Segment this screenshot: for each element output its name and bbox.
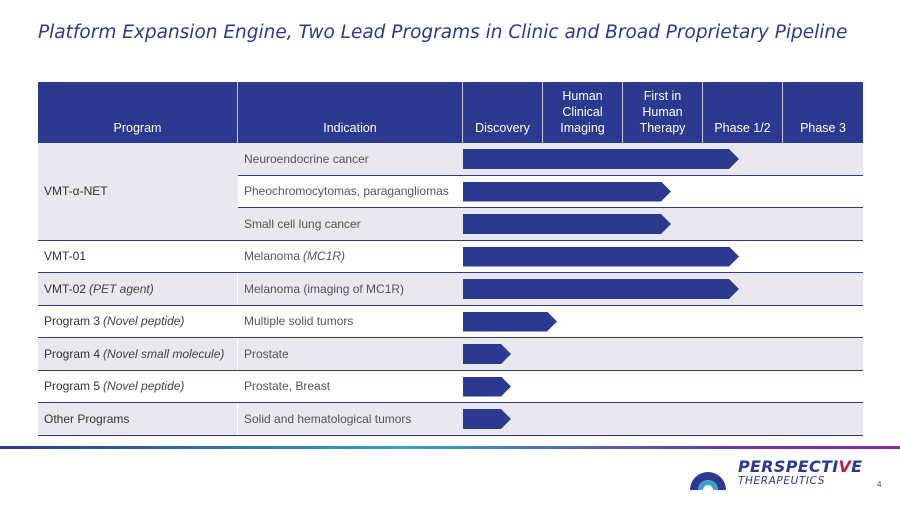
- indication-name: [238, 338, 463, 370]
- program-label: VMT-01: [44, 249, 87, 264]
- header-program: Program: [38, 82, 238, 143]
- logo-text: [738, 457, 863, 488]
- header-phase-first-in-human: First in Human Therapy: [623, 82, 703, 143]
- program-label: Program 5: [44, 379, 101, 394]
- logo-name-accent: V: [838, 457, 852, 476]
- indication-label: Multiple solid tumors: [244, 314, 354, 329]
- indication-name: [238, 306, 463, 338]
- progress-cell: [463, 306, 863, 338]
- footer-divider: [0, 446, 900, 449]
- program-name: [38, 371, 238, 403]
- progress-arrow: [463, 149, 739, 169]
- indication-note: (MC1R): [303, 249, 346, 264]
- program-name: [38, 403, 238, 435]
- pipeline-table: [38, 82, 863, 436]
- progress-cell: [463, 371, 863, 403]
- program-note: (PET agent): [89, 281, 154, 296]
- program-label: Program 3: [44, 314, 101, 329]
- indication-label: Solid and hematological tumors: [244, 411, 412, 426]
- indication-name: [238, 403, 463, 435]
- progress-cell: [463, 143, 863, 175]
- table-row: [38, 338, 863, 371]
- page-number: 4: [877, 480, 882, 489]
- program-note: (Novel small molecule): [103, 346, 225, 361]
- header-phase-1-2: Phase 1/2: [703, 82, 783, 143]
- progress-arrow: [463, 279, 739, 299]
- indication-name: [238, 371, 463, 403]
- indication-name: Small cell lung cancer: [244, 216, 361, 231]
- indication-label: Prostate: [244, 346, 289, 361]
- indication-name: Neuroendocrine cancer: [244, 151, 369, 166]
- progress-arrow: [463, 182, 671, 202]
- indication-name: [238, 241, 463, 273]
- indication-label: Melanoma (imaging of MC1R): [244, 281, 405, 296]
- program-rows: [38, 241, 863, 436]
- program-name: [38, 273, 238, 305]
- program-name: [38, 241, 238, 273]
- program-name: [38, 338, 238, 370]
- program-label: Other Programs: [44, 411, 130, 426]
- indication-label: Prostate, Breast: [244, 379, 331, 394]
- progress-cell: [463, 208, 863, 240]
- progress-arrow: [463, 344, 511, 364]
- progress-arrow: [463, 312, 557, 332]
- table-row: [38, 273, 863, 306]
- table-row: [238, 176, 863, 209]
- indication-name: [238, 273, 463, 305]
- progress-cell: [463, 403, 863, 435]
- logo-name-part: E: [851, 457, 863, 476]
- progress-cell: [463, 241, 863, 273]
- logo-subtitle: THERAPEUTICS: [738, 475, 825, 487]
- table-header: [38, 82, 863, 143]
- table-row: [38, 403, 863, 436]
- header-phase-3: Phase 3: [800, 121, 846, 135]
- program-name: VMT-α-NET: [38, 143, 238, 241]
- progress-cell: [463, 176, 863, 208]
- program-note: (Novel peptide): [103, 379, 185, 394]
- slide-title: Platform Expansion Engine, Two Lead Programs in Clinic and Broad Proprietary Pipeline: [38, 22, 848, 43]
- logo-name-part: PERSPECTI: [738, 457, 839, 476]
- table-row: [38, 241, 863, 274]
- progress-arrow: [463, 247, 739, 267]
- program-name: [38, 306, 238, 338]
- group-rows: [238, 143, 863, 241]
- table-row: [38, 306, 863, 339]
- progress-arrow: [463, 214, 671, 234]
- table-row: [38, 371, 863, 404]
- progress-cell: [463, 338, 863, 370]
- program-label: VMT-02: [44, 281, 87, 296]
- header-phase-clinical-imaging: Human Clinical Imaging: [543, 82, 623, 143]
- table-row: [238, 143, 863, 176]
- indication-label: Melanoma: [244, 249, 301, 264]
- progress-arrow: [463, 377, 511, 397]
- logo-name: [738, 457, 863, 476]
- header-indication: Indication: [238, 82, 463, 143]
- program-label: Program 4: [44, 346, 101, 361]
- table-row: [238, 208, 863, 241]
- company-logo: [686, 456, 862, 492]
- logo-mark-icon: [686, 456, 730, 492]
- progress-arrow: [463, 409, 511, 429]
- progress-cell: [463, 273, 863, 305]
- program-note: (Novel peptide): [103, 314, 185, 329]
- program-group-vmt-alpha-net: [38, 143, 863, 241]
- header-phase-discovery: Discovery: [463, 82, 543, 143]
- indication-name: Pheochromocytomas, paragangliomas: [244, 184, 449, 199]
